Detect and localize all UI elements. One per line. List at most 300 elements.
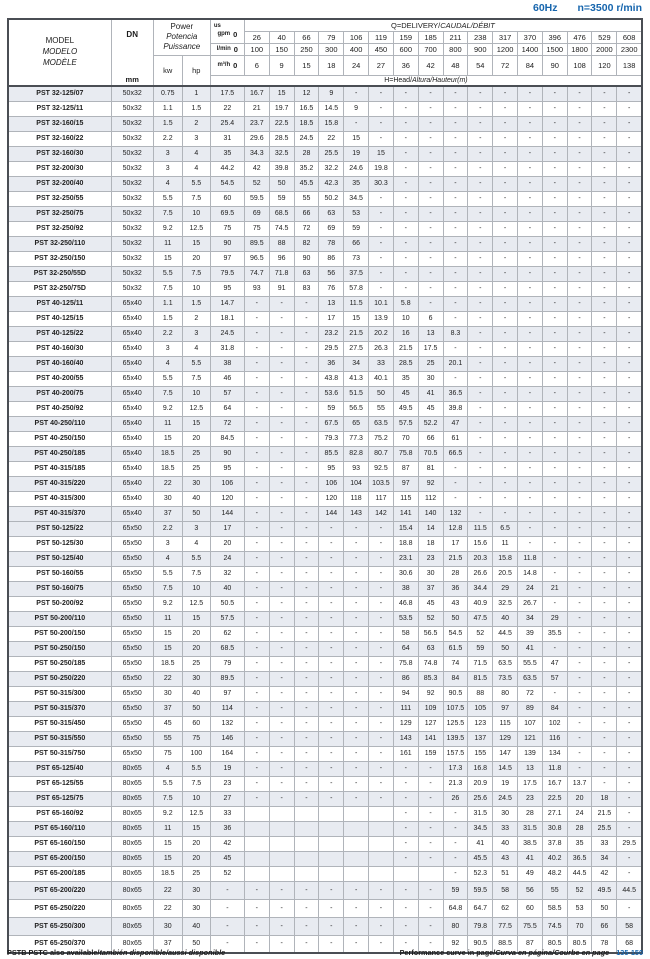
head-value-cell: -: [468, 491, 493, 506]
head-value-cell: -: [244, 791, 269, 806]
head-value-cell: 91: [269, 281, 294, 296]
hp-cell: 30: [182, 881, 210, 899]
kw-cell: 18.5: [153, 656, 182, 671]
lmin-value: 1500: [542, 43, 567, 55]
head-value-cell: -: [418, 266, 443, 281]
head-value-cell: -: [518, 521, 543, 536]
head-value-cell: -: [518, 326, 543, 341]
head-value-cell: -: [617, 611, 642, 626]
head-value-cell: -: [269, 461, 294, 476]
dn-cell: 65x50: [111, 521, 153, 536]
head-value-cell: -: [244, 491, 269, 506]
table-row: [8, 176, 642, 191]
kw-cell: 37: [153, 935, 182, 953]
head-value-cell: -: [567, 341, 592, 356]
head-value-cell: -: [269, 611, 294, 626]
head-value-cell: -: [617, 191, 642, 206]
dn-cell: 65x50: [111, 611, 153, 626]
head-value-cell: -: [592, 581, 617, 596]
head-value-cell: 45: [418, 401, 443, 416]
head-value-cell: -: [244, 776, 269, 791]
head-value-cell: 49: [518, 866, 543, 881]
head-value-cell: -: [518, 266, 543, 281]
head-value-cell: -: [542, 116, 567, 131]
head-value-cell: -: [319, 701, 344, 716]
head-value-cell: 32.5: [493, 596, 518, 611]
head-value-cell: 37.8: [542, 836, 567, 851]
hp-cell: 30: [182, 476, 210, 491]
model-cell: PST 50-160/75: [8, 581, 111, 596]
head-value-cell: -: [592, 656, 617, 671]
head-value-cell: -: [542, 536, 567, 551]
curve-text-intl: Curva en página/Courbe en page: [495, 948, 610, 957]
kw-cell: 2.2: [153, 131, 182, 146]
head-value-cell: -: [244, 446, 269, 461]
head-value-cell: -: [244, 536, 269, 551]
kw-cell: 15: [153, 251, 182, 266]
head-value-cell: 81.5: [468, 671, 493, 686]
head-value-cell: 19.8: [369, 161, 394, 176]
head-value-cell: -: [244, 611, 269, 626]
head-value-cell: 22.5: [269, 116, 294, 131]
head-value-cell: 11.8: [518, 551, 543, 566]
kw-cell: 15: [153, 626, 182, 641]
head-value-cell: -: [393, 806, 418, 821]
head-value-cell: 78: [592, 935, 617, 953]
head-value-cell: 33: [493, 821, 518, 836]
head-value-cell: -: [542, 191, 567, 206]
head-value-cell: 21: [542, 581, 567, 596]
head-value-cell: -: [518, 341, 543, 356]
head-value-cell: 73.5: [493, 671, 518, 686]
head-value-cell: 24.5: [294, 131, 319, 146]
head-value-cell: -: [244, 416, 269, 431]
kw-cell: 3: [153, 161, 182, 176]
head-value-cell: 58: [493, 881, 518, 899]
head-value-cell: 40: [493, 836, 518, 851]
head-value-cell: 33: [369, 356, 394, 371]
head-value-cell: 112: [418, 491, 443, 506]
head-value-cell: 140: [418, 506, 443, 521]
q-delivery-header: [244, 19, 642, 31]
model-cell: PST 32-160/15: [8, 116, 111, 131]
head-value-cell: -: [617, 821, 642, 836]
model-column-header: [8, 19, 111, 86]
head-value-cell: 66: [344, 236, 369, 251]
head-value-cell: 30.8: [542, 821, 567, 836]
head-value-cell: -: [592, 461, 617, 476]
head-value-cell: 61: [443, 431, 468, 446]
head-value-cell: 13: [418, 326, 443, 341]
head-value-cell: -: [369, 251, 394, 266]
head-value-cell: 14.5: [319, 101, 344, 116]
head-value-cell: -: [344, 917, 369, 935]
head-value-cell: 61.5: [443, 641, 468, 656]
head-value-cell: -: [542, 101, 567, 116]
head-value-cell: -: [592, 431, 617, 446]
head-value-cell: 57: [542, 671, 567, 686]
head-value-cell: 23: [518, 791, 543, 806]
head-value-cell: [244, 851, 269, 866]
head-value-cell: -: [567, 611, 592, 626]
head-value-cell: -: [617, 506, 642, 521]
table-row: [8, 626, 642, 641]
hp-cell: 20: [182, 851, 210, 866]
head-value-cell: 75.5: [518, 917, 543, 935]
head-value-cell: 36.5: [567, 851, 592, 866]
m3h-value: 9: [269, 55, 294, 75]
head-value-cell: -: [294, 731, 319, 746]
head-value-cell: -: [493, 446, 518, 461]
dn-cell: 65x50: [111, 536, 153, 551]
kw-cell: 4: [153, 761, 182, 776]
head-value-cell: -: [344, 776, 369, 791]
head-value-cell: 106: [210, 476, 244, 491]
head-value-cell: 24: [518, 581, 543, 596]
head-value-cell: 161: [393, 746, 418, 761]
head-value-cell: [319, 851, 344, 866]
head-value-cell: 86: [319, 251, 344, 266]
head-value-cell: 73: [344, 251, 369, 266]
head-value-cell: 104: [344, 476, 369, 491]
head-value-cell: 25.5: [592, 821, 617, 836]
head-value-cell: -: [542, 236, 567, 251]
head-value-cell: -: [567, 446, 592, 461]
head-value-cell: -: [567, 521, 592, 536]
model-cell: PST 32-200/40: [8, 176, 111, 191]
head-value-cell: -: [344, 641, 369, 656]
m3h-value: 42: [418, 55, 443, 75]
head-value-cell: -: [542, 221, 567, 236]
head-value-cell: 21.5: [344, 326, 369, 341]
table-row: [8, 641, 642, 656]
head-value-cell: 17.5: [518, 776, 543, 791]
model-cell: PST 50-315/550: [8, 731, 111, 746]
head-value-cell: -: [210, 917, 244, 935]
head-value-cell: -: [567, 596, 592, 611]
head-value-cell: -: [344, 656, 369, 671]
head-value-cell: 66: [418, 431, 443, 446]
table-row: [8, 101, 642, 116]
head-value-cell: 129: [393, 716, 418, 731]
model-label-es: MODELO: [42, 47, 78, 57]
head-value-cell: -: [344, 686, 369, 701]
dn-cell: 65x50: [111, 671, 153, 686]
footer-page-numbers: 135-150: [616, 948, 643, 957]
head-value-cell: -: [567, 251, 592, 266]
table-row: [8, 311, 642, 326]
hp-cell: 10: [182, 281, 210, 296]
head-value-cell: -: [269, 506, 294, 521]
head-value-cell: 85.5: [319, 446, 344, 461]
head-value-cell: -: [617, 851, 642, 866]
head-value-cell: -: [369, 551, 394, 566]
head-value-cell: 75: [244, 221, 269, 236]
head-value-cell: 55: [294, 191, 319, 206]
head-value-cell: 21.5: [443, 551, 468, 566]
head-value-cell: 146: [210, 731, 244, 746]
gpm-value: 396: [542, 31, 567, 43]
table-row: [8, 341, 642, 356]
head-value-cell: [319, 866, 344, 881]
head-value-cell: 26.7: [518, 596, 543, 611]
head-value-cell: -: [617, 656, 642, 671]
head-value-cell: -: [443, 191, 468, 206]
head-value-cell: -: [369, 206, 394, 221]
head-value-cell: 51: [493, 866, 518, 881]
head-value-cell: -: [617, 791, 642, 806]
kw-cell: 11: [153, 611, 182, 626]
kw-cell: 2.2: [153, 326, 182, 341]
head-value-cell: -: [269, 716, 294, 731]
gpm-value: 26: [244, 31, 269, 43]
dn-cell: 65x40: [111, 386, 153, 401]
kw-cell: 15: [153, 641, 182, 656]
head-value-cell: -: [567, 551, 592, 566]
head-value-cell: -: [542, 401, 567, 416]
head-value-cell: -: [493, 326, 518, 341]
head-value-cell: -: [269, 326, 294, 341]
head-value-cell: -: [294, 566, 319, 581]
model-cell: PST 65-125/55: [8, 776, 111, 791]
head-value-cell: 142: [369, 506, 394, 521]
head-value-cell: -: [592, 161, 617, 176]
model-cell: PST 50-315/450: [8, 716, 111, 731]
kw-cell: 37: [153, 701, 182, 716]
head-value-cell: -: [542, 596, 567, 611]
head-value-cell: -: [344, 566, 369, 581]
head-value-cell: 35: [567, 836, 592, 851]
hp-cell: 7.5: [182, 776, 210, 791]
head-value-cell: -: [294, 431, 319, 446]
head-value-cell: -: [518, 461, 543, 476]
head-value-cell: -: [518, 281, 543, 296]
head-value-cell: [319, 821, 344, 836]
model-cell: PST 50-315/750: [8, 746, 111, 761]
head-value-cell: 15.4: [393, 521, 418, 536]
head-value-cell: 71.5: [468, 656, 493, 671]
model-cell: PST 40-315/185: [8, 461, 111, 476]
head-value-cell: -: [244, 881, 269, 899]
hp-cell: 7.5: [182, 191, 210, 206]
head-value-cell: 143: [344, 506, 369, 521]
model-cell: PST 32-200/30: [8, 161, 111, 176]
head-value-cell: -: [369, 116, 394, 131]
head-value-cell: -: [617, 776, 642, 791]
head-value-cell: 15.8: [319, 116, 344, 131]
head-value-cell: -: [567, 671, 592, 686]
head-value-cell: 18: [418, 536, 443, 551]
head-value-cell: -: [269, 386, 294, 401]
head-value-cell: -: [269, 656, 294, 671]
head-value-cell: 79.8: [468, 917, 493, 935]
table-row: [8, 131, 642, 146]
hp-cell: 25: [182, 656, 210, 671]
head-value-cell: -: [468, 476, 493, 491]
head-value-cell: -: [617, 806, 642, 821]
head-value-cell: 18.8: [393, 536, 418, 551]
lmin-value: 1800: [567, 43, 592, 55]
head-value-cell: 15: [369, 146, 394, 161]
head-value-cell: 111: [393, 701, 418, 716]
dn-cell: 65x50: [111, 596, 153, 611]
head-value-cell: 39.8: [269, 161, 294, 176]
model-cell: PST 50-200/150: [8, 626, 111, 641]
head-value-cell: 43: [493, 851, 518, 866]
head-value-cell: 40: [493, 611, 518, 626]
head-value-cell: -: [468, 161, 493, 176]
head-value-cell: -: [567, 641, 592, 656]
head-value-cell: 92: [443, 935, 468, 953]
head-value-cell: -: [592, 716, 617, 731]
hp-cell: 20: [182, 251, 210, 266]
head-value-cell: -: [344, 899, 369, 917]
head-value-cell: 88: [269, 236, 294, 251]
head-value-cell: -: [269, 551, 294, 566]
dn-cell: 65x40: [111, 416, 153, 431]
head-value-cell: 15: [344, 311, 369, 326]
hp-cell: 1.5: [182, 101, 210, 116]
head-value-cell: -: [294, 596, 319, 611]
head-value-cell: 42: [210, 836, 244, 851]
head-value-cell: -: [393, 161, 418, 176]
head-value-cell: -: [210, 899, 244, 917]
head-value-cell: -: [567, 536, 592, 551]
head-value-cell: 59.5: [468, 881, 493, 899]
head-value-cell: -: [617, 131, 642, 146]
head-value-cell: 41: [418, 386, 443, 401]
dn-cell: 50x32: [111, 131, 153, 146]
kw-cell: 37: [153, 506, 182, 521]
head-value-cell: 52: [468, 626, 493, 641]
head-value-cell: 74.8: [418, 656, 443, 671]
head-value-cell: -: [567, 191, 592, 206]
dn-cell: 50x32: [111, 191, 153, 206]
head-value-cell: [294, 851, 319, 866]
m3h-value: 24: [344, 55, 369, 75]
head-value-cell: 75.2: [369, 431, 394, 446]
footer-availability-note: [7, 948, 225, 957]
hp-cell: 75: [182, 731, 210, 746]
lmin-value: 250: [294, 43, 319, 55]
head-value-cell: -: [443, 836, 468, 851]
head-value-cell: -: [269, 899, 294, 917]
table-row: [8, 611, 642, 626]
head-value-cell: -: [617, 596, 642, 611]
head-value-cell: -: [567, 326, 592, 341]
head-value-cell: 96: [269, 251, 294, 266]
head-value-cell: -: [542, 491, 567, 506]
kw-cell: 5.5: [153, 566, 182, 581]
head-value-cell: 80.5: [542, 935, 567, 953]
dn-label: DN: [126, 30, 138, 39]
head-value-cell: 56.5: [344, 401, 369, 416]
head-value-cell: 21.3: [443, 776, 468, 791]
hp-cell: 30: [182, 899, 210, 917]
head-value-cell: -: [244, 731, 269, 746]
head-value-cell: -: [617, 236, 642, 251]
head-value-cell: 59: [344, 221, 369, 236]
head-value-cell: -: [518, 311, 543, 326]
head-value-cell: 79.5: [210, 266, 244, 281]
head-value-cell: -: [418, 935, 443, 953]
head-value-cell: -: [617, 431, 642, 446]
table-row: [8, 671, 642, 686]
dn-cell: 80x65: [111, 806, 153, 821]
head-value-cell: -: [518, 401, 543, 416]
head-value-cell: -: [518, 101, 543, 116]
head-value-cell: 26: [443, 791, 468, 806]
head-value-cell: 53: [567, 899, 592, 917]
kw-cell: 5.5: [153, 266, 182, 281]
head-label-intl: Altura/Hauteur(m): [412, 76, 468, 84]
kw-cell: 11: [153, 236, 182, 251]
us-gpm-unit-header: [210, 19, 244, 43]
head-value-cell: 159: [418, 746, 443, 761]
head-value-cell: -: [567, 626, 592, 641]
head-value-cell: -: [443, 491, 468, 506]
table-row: [8, 566, 642, 581]
head-value-cell: 34.5: [344, 191, 369, 206]
dn-unit-label: mm: [125, 75, 139, 84]
head-value-cell: 70.5: [418, 446, 443, 461]
head-value-cell: -: [493, 386, 518, 401]
head-value-cell: 40: [210, 581, 244, 596]
head-value-cell: -: [542, 371, 567, 386]
lmin-label: l/min: [216, 45, 231, 52]
head-value-cell: 84: [542, 701, 567, 716]
head-value-cell: 19: [210, 761, 244, 776]
head-value-cell: -: [443, 266, 468, 281]
head-value-cell: 79.3: [319, 431, 344, 446]
head-value-cell: 18.1: [210, 311, 244, 326]
head-value-cell: [269, 836, 294, 851]
head-value-cell: -: [269, 671, 294, 686]
head-value-cell: 40.9: [468, 596, 493, 611]
head-value-cell: 36: [210, 821, 244, 836]
head-value-cell: [294, 836, 319, 851]
lmin-value: 400: [344, 43, 369, 55]
hp-cell: 30: [182, 671, 210, 686]
head-value-cell: -: [493, 311, 518, 326]
head-value-cell: -: [344, 746, 369, 761]
head-value-cell: 29.5: [319, 341, 344, 356]
head-value-cell: 89.5: [210, 671, 244, 686]
head-value-cell: -: [592, 146, 617, 161]
head-value-cell: 78: [319, 236, 344, 251]
head-value-cell: 63: [294, 266, 319, 281]
head-value-cell: -: [344, 716, 369, 731]
head-value-cell: 31.8: [210, 341, 244, 356]
head-value-cell: -: [617, 866, 642, 881]
head-value-cell: 69: [244, 206, 269, 221]
head-value-cell: 15.8: [493, 551, 518, 566]
head-value-cell: 12.8: [443, 521, 468, 536]
head-value-cell: -: [369, 641, 394, 656]
dn-cell: 80x65: [111, 836, 153, 851]
head-value-cell: -: [617, 566, 642, 581]
head-value-cell: 56: [518, 881, 543, 899]
head-value-cell: -: [369, 221, 394, 236]
m3h-value: 27: [369, 55, 394, 75]
table-row: [8, 281, 642, 296]
model-cell: PST 65-250/370: [8, 935, 111, 953]
table-row: [8, 461, 642, 476]
hp-cell: 12.5: [182, 596, 210, 611]
head-value-cell: -: [468, 296, 493, 311]
head-value-cell: -: [493, 401, 518, 416]
head-value-cell: -: [617, 341, 642, 356]
